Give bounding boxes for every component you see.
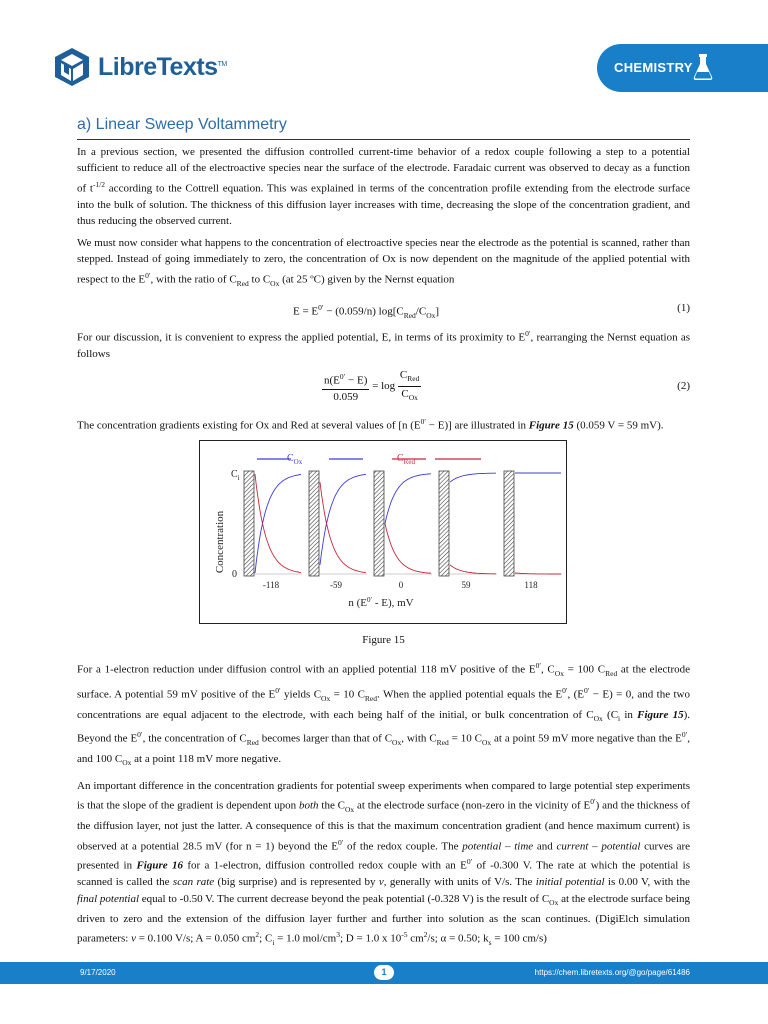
equation-2	[77, 368, 690, 408]
section-title: a) Linear Sweep Voltammetry	[77, 116, 287, 133]
left-fraction: $\frac{n(E^{0'} - E)}{0.059}$	[322, 369, 369, 405]
paragraph-cottrell: In a previous section, we presented the diffusion controlled current-time behavior of a redox couple following a step to a potential sufficient to reduce all of the electroactive species near the surface of the electrode. Faradaic current was observed to decay as a function of $t^{-1/2}$ according to the Cottrell equation. This was explained in terms of the concentration profile extending from the electrode surface into the bulk of solution. The thickness of this diffusion layer increases with time, decreasing the slope of the concentration gradient, and thus reducing the observed current.	[77, 146, 690, 227]
paragraph-rearrange: For our discussion, it is convenient to express the applied potential, E, in terms of its proximity to $E^{0'}$, rearranging the Nernst equation as follows	[77, 328, 690, 360]
x-tick-label-3: 59	[461, 580, 471, 591]
libretexts-logo[interactable]	[52, 46, 227, 88]
x-tick-label-2: 0	[398, 580, 404, 591]
footer-url[interactable]: https://chem.libretexts.org/@go/page/61486	[534, 968, 690, 977]
y-tick-zero: 0	[232, 569, 237, 581]
electrode-0	[244, 471, 254, 576]
paragraph-nernst-intro: We must now consider what happens to the concentration of electroactive species near the electrode as the potential is scanned, rather than stepped. Instead of going immediately to zero, the concentration of Ox is now dependent on the magnitude of the applied potential with respect to the $E^{0'}$, with the ratio of $C_{Red}$ to $C_{Ox}$ (at 25 ºC) given by the Nernst equation	[77, 237, 690, 288]
logo-text: LibreTexts™	[98, 52, 227, 81]
legend-ox-label: $C_{Ox}$	[287, 453, 303, 467]
x-tick-label-1: -59	[330, 580, 342, 591]
flask-icon	[692, 53, 714, 81]
nernst-equation: $E = E^{0'} - (0.059/n)$ $\log[C_{Red}/C_{Ox}]$	[293, 302, 440, 320]
page-content	[77, 113, 690, 958]
x-axis-label: n $(E^{0'} - E)$, mV	[348, 596, 414, 610]
footer-date: 9/17/2020	[80, 968, 116, 977]
x-tick-label-4: 118	[524, 580, 538, 591]
hexagon-cube-icon	[52, 46, 92, 88]
equation-number: (2)	[677, 380, 690, 393]
y-tick-ci: $C_i$	[231, 469, 240, 483]
rearranged-nernst-equation: $\frac{n(E^{0'} - E)}{0.059}$ = log $\frac{C_{Red}}{C_{Ox}}$	[322, 368, 421, 405]
concentration-profile-chart	[199, 440, 567, 624]
x-tick-label-0: -118	[262, 580, 280, 591]
equation-1	[77, 298, 690, 320]
paragraph-reduction: For a 1-electron reduction under diffusion control with an applied potential 118 mV positive of the $E^{0'}$, $C_{Ox} = 100$ $C_{Red}$ at the electrode surface. A potential 59 mV positive of the $E^{0'}$ yields $C_{Ox} = 10$ $C_{Red}$. When the applied potential equals the $E^{0'}$, $(E^{0'} - E) = 0$, and the two concentrations are equal adjacent to the electrode, with each being half of the initial, or bulk concentration of $C_{Ox}$ ($C_i$ in Figure 15). Beyond the $E^{0'}$, the concentration of $C_{Red}$ becomes larger than that of $C_{Ox}$, with $C_{Red} = 10$ $C_{Ox}$ at a point 59 mV more negative than the $E^{0'}$, and 100 $C_{Ox}$ at a point 118 mV more negative.	[77, 661, 690, 768]
chemistry-library-tab[interactable]	[597, 44, 768, 92]
electrode-4	[504, 471, 514, 576]
paragraph-gradients: The concentration gradients existing for Ox and Red at several values of [n $(E^{0'} - E)$] are illustrated in Figure 15 (0.059 V = 59 mV).	[77, 417, 664, 432]
figure-caption: Figure 15	[362, 634, 405, 647]
right-fraction: $\frac{C_{Red}}{C_{Ox}}$	[399, 369, 420, 403]
electrode-2	[374, 471, 384, 576]
page-number: 1	[374, 965, 394, 980]
chemistry-label: CHEMISTRY	[614, 60, 693, 75]
electrode-1	[309, 471, 319, 576]
legend-red-label: $C_{Red}$	[397, 453, 415, 467]
equation-number: (1)	[677, 301, 690, 314]
title-rule	[77, 139, 690, 140]
figure-15	[77, 440, 690, 624]
page-footer	[0, 962, 768, 984]
electrode-3	[439, 471, 449, 576]
paragraph-sweep: An important difference in the concentration gradients for potential sweep experiments when compared to large potential step experiments is that the slope of the gradient is dependent upon both the $C_{Ox}$ at the electrode surface (non-zero in the vicinity of $E^{0'}$) and the thickness of the diffusion layer, not just the latter. A consequence of this is that the maximum concentration gradient (and hence maximum current) is observed at a potential 28.5 mV (for n = 1) beyond the $E^{0'}$ of the redox couple. The potential – time and current – potential curves are presented in Figure 16 for a 1-electron, diffusion controlled redox couple with an $E^{0'}$ of -0.300 V. The rate at which the potential is scanned is called the scan rate (big surprise) and is represented by v, generally with units of V/s. The initial potential is 0.00 V, with the final potential equal to -0.50 V. The current decrease beyond the peak potential (-0.328 V) is the result of $C_{Ox}$ at the electrode surface being driven to zero and the extension of the diffusion layer further and further into solution as the scan continues. (DigiElch simulation parameters: v = 0.100 V/s; A = 0.050 $cm^2$; $C_i = 1.0$ mol/$cm^3$; D = 1.0 x $10^{-5}$ $cm^2/s$; α = 0.50; $k_s = 100$ cm/s)	[77, 779, 691, 948]
y-axis-label: Concentration	[214, 510, 226, 574]
